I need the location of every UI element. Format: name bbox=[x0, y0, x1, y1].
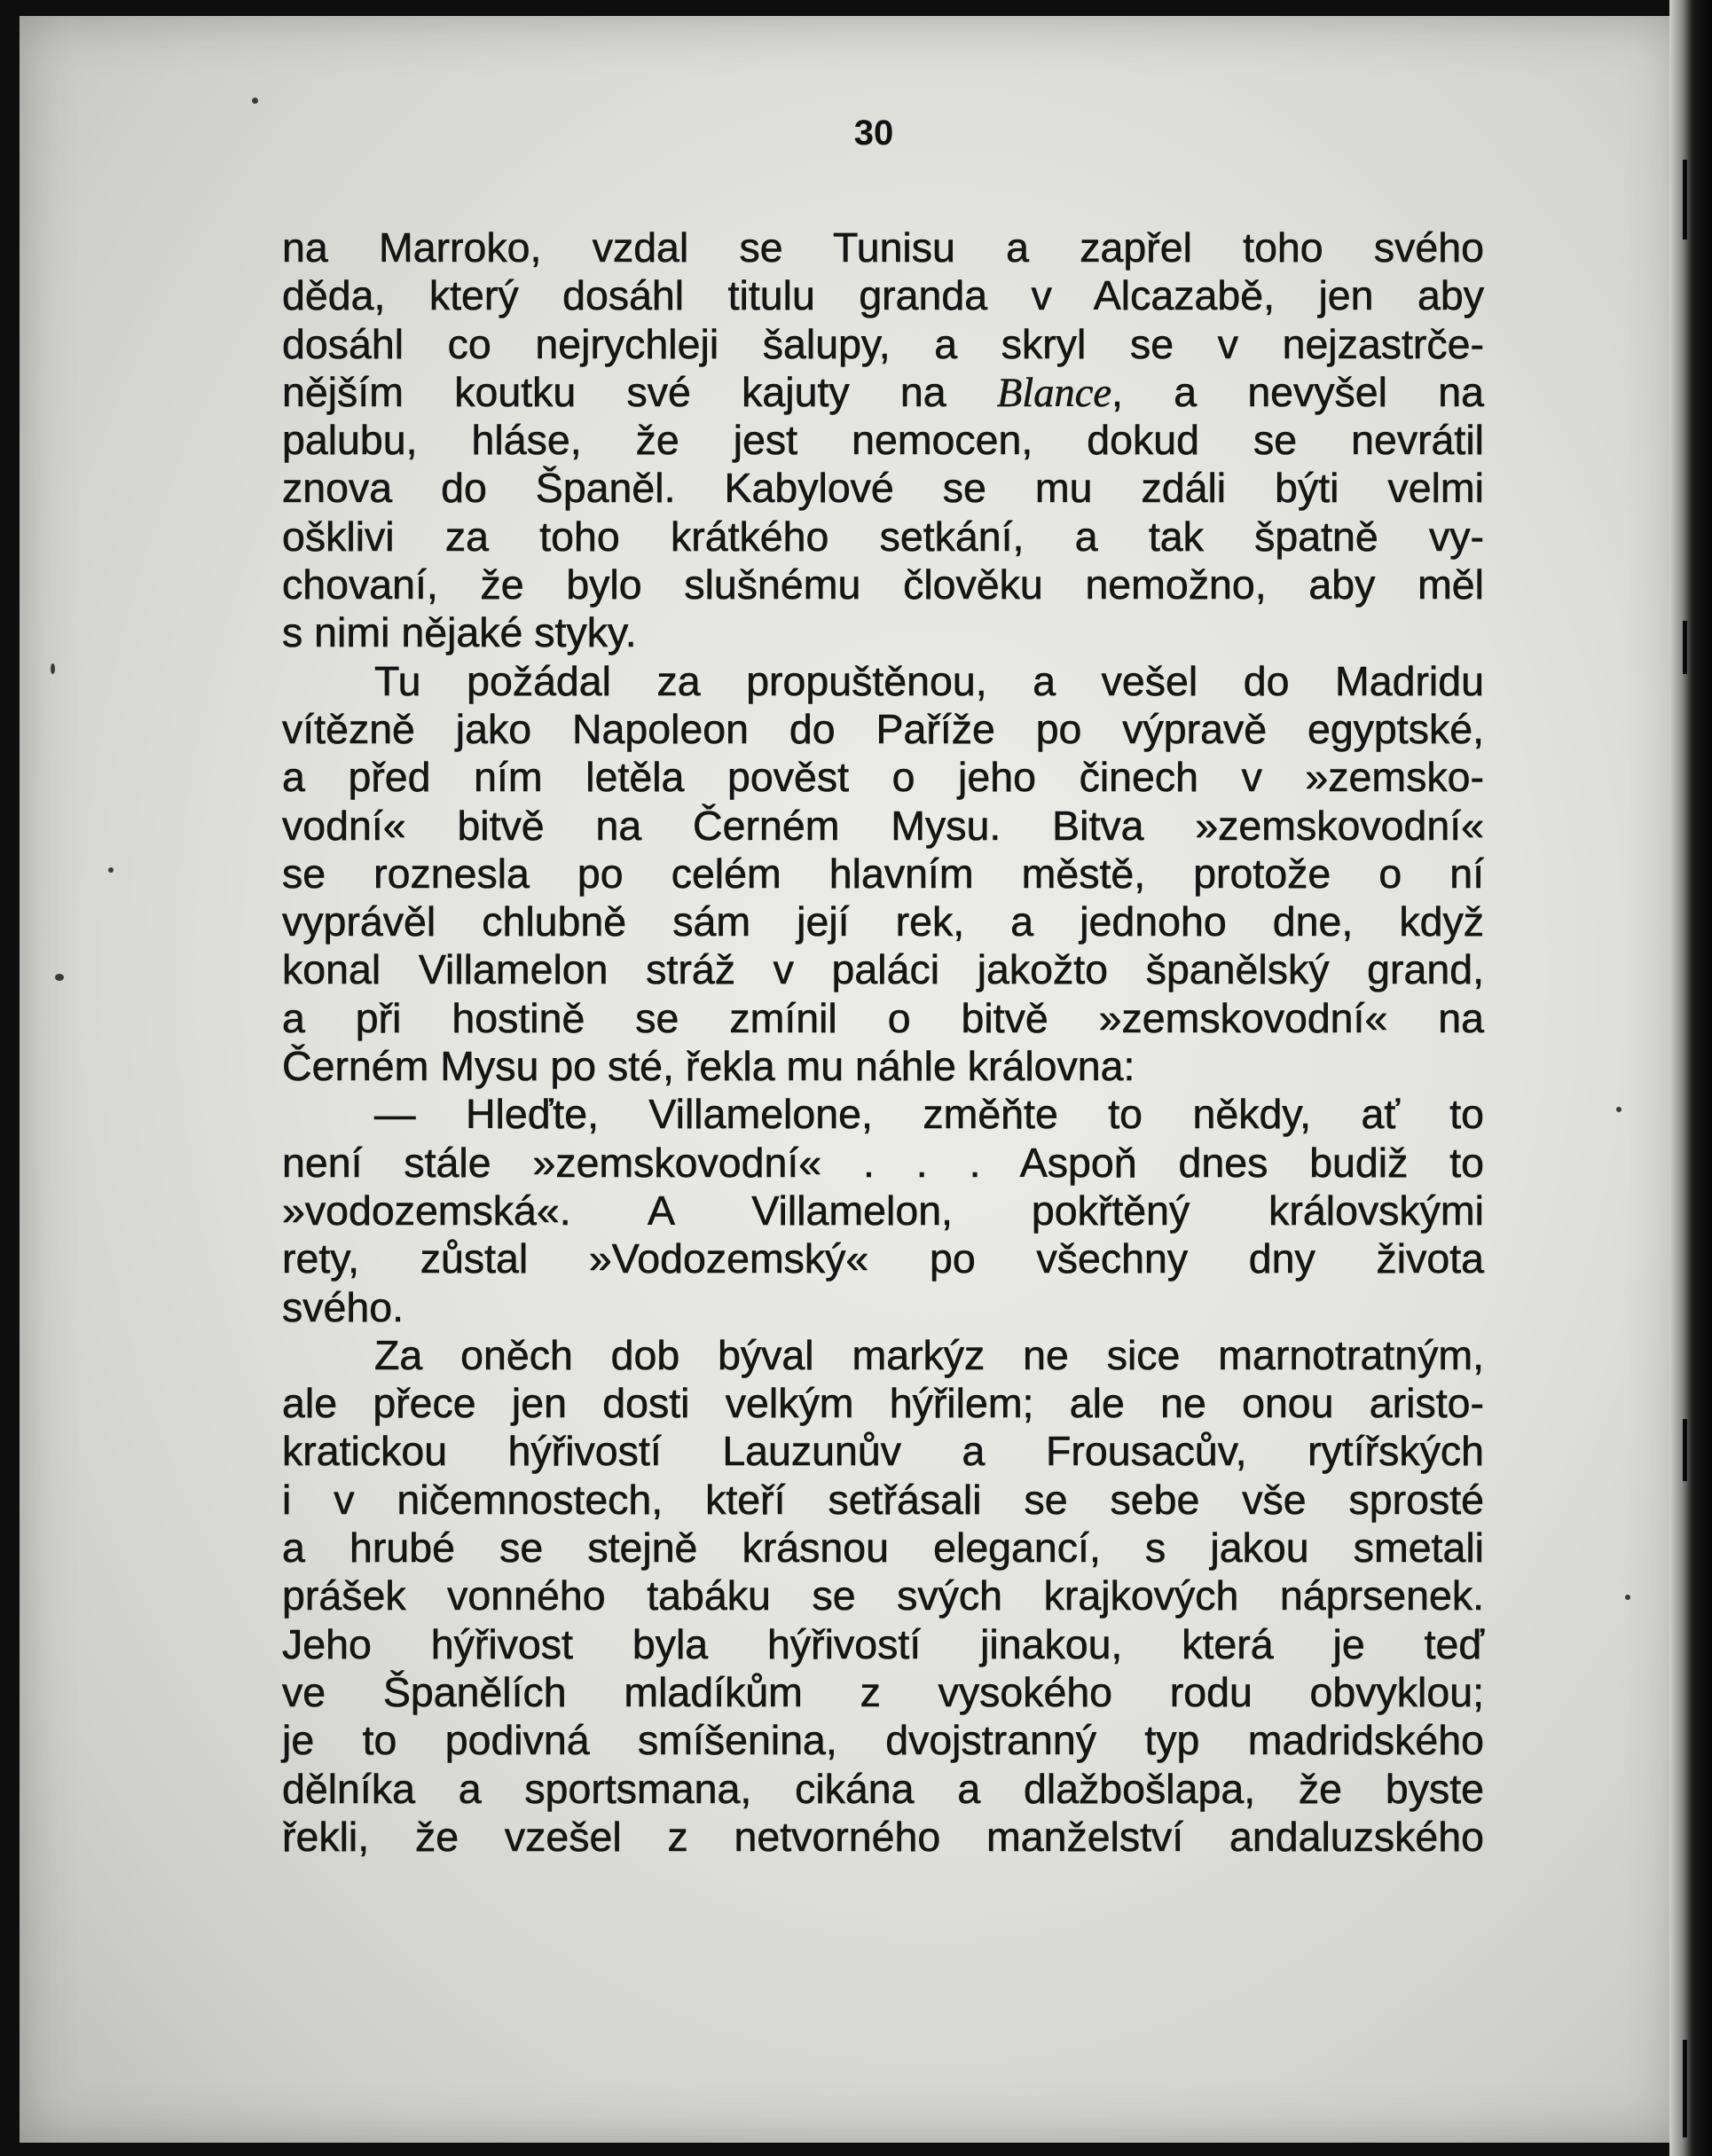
binding-mark bbox=[1683, 1419, 1687, 1481]
body-text bbox=[282, 223, 1484, 1861]
text-line: Černém Mysu po sté, řekla mu náhle královna: bbox=[282, 1043, 1135, 1090]
text-line: a hrubé se stejně krásnou elegancí, s jakou smetali bbox=[282, 1525, 1484, 1572]
text-line: chovaní, že bylo slušnému člověku nemožno, aby měl bbox=[282, 561, 1484, 608]
dust-speck bbox=[51, 663, 55, 674]
text-line: s nimi nějaké styky. bbox=[282, 609, 637, 656]
dust-speck bbox=[55, 974, 64, 981]
text-line: a před ním letěla pověst o jeho činech v »zemsko- bbox=[282, 754, 1484, 801]
binding-mark bbox=[1683, 2040, 1687, 2137]
text-line: ve Španělích mladíkům z vysokého rodu obvyklou; bbox=[282, 1668, 1484, 1715]
text-line: svého. bbox=[282, 1283, 404, 1330]
text-line: vodní« bitvě na Černém Mysu. Bitva »zemskovodní« bbox=[282, 802, 1484, 849]
text-line: vyprávěl chlubně sám její rek, a jednoho dne, když bbox=[282, 898, 1484, 945]
text-line: rety, zůstal »Vodozemský« po všechny dny života bbox=[282, 1235, 1484, 1282]
text-line: znova do Španěl. Kabylové se mu zdáli býti velmi bbox=[282, 465, 1484, 512]
dust-speck bbox=[1625, 1595, 1630, 1600]
text-line: na Marroko, vzdal se Tunisu a zapřel toho svého bbox=[282, 224, 1484, 270]
text-line: nějším koutku své kajuty na Blance, a nevyšel na bbox=[282, 368, 1484, 416]
text-line: Za oněch dob býval markýz ne sice marnotratným, bbox=[374, 1331, 1484, 1378]
page-number: 30 bbox=[853, 114, 894, 153]
text-line: se roznesla po celém hlavním městě, protože o ní bbox=[282, 850, 1484, 897]
text-line: je to podivná smíšenina, dvojstranný typ madridského bbox=[282, 1717, 1484, 1764]
text-line: dělníka a sportsmana, cikána a dlažbošlapa, že byste bbox=[282, 1765, 1484, 1812]
dust-speck bbox=[108, 867, 114, 873]
text-line: ale přece jen dosti velkým hýřilem; ale ne onou aristo- bbox=[282, 1380, 1484, 1427]
text-line: ošklivi za toho krátkého setkání, a tak špatně vy- bbox=[282, 513, 1484, 560]
binding-mark bbox=[1683, 160, 1687, 239]
text-line: palubu, hláse, že jest nemocen, dokud se nevrátil bbox=[282, 417, 1484, 464]
ship-name-italic: Blance bbox=[996, 370, 1111, 416]
binding-edge bbox=[1669, 0, 1712, 2156]
text-line: »vodozemská«. A Villamelon, pokřtěný královskými bbox=[282, 1187, 1484, 1234]
text-line: a při hostině se zmínil o bitvě »zemskovodní« na bbox=[282, 994, 1484, 1041]
text-line: prášek vonného tabáku se svých krajkových náprsenek. bbox=[282, 1572, 1484, 1619]
text-line: děda, který dosáhl titulu granda v Alcazabě, jen aby bbox=[282, 272, 1484, 319]
text-line: řekli, že vzešel z netvorného manželství andaluzského bbox=[282, 1813, 1484, 1860]
dust-speck bbox=[252, 98, 258, 104]
text-line: Tu požádal za propuštěnou, a vešel do Madridu bbox=[374, 657, 1484, 704]
text-line: dosáhl co nejrychleji šalupy, a skryl se v nejzastrče- bbox=[282, 320, 1484, 367]
text-line: konal Villamelon stráž v paláci jakožto španělský grand, bbox=[282, 946, 1484, 993]
text-line: vítězně jako Napoleon do Paříže po výpravě egyptské, bbox=[282, 705, 1484, 752]
dust-speck bbox=[1616, 1107, 1622, 1112]
binding-mark bbox=[1683, 621, 1687, 674]
text-line: Jeho hýřivost byla hýřivostí jinakou, která je teď bbox=[282, 1620, 1484, 1667]
text-line: kratickou hýřivostí Lauzunův a Frousacův, rytířských bbox=[282, 1428, 1484, 1475]
text-line: není stále »zemskovodní« . . . Aspoň dnes budiž to bbox=[282, 1139, 1484, 1186]
text-line: i v ničemnostech, kteří setřásali se sebe vše sprosté bbox=[282, 1476, 1484, 1523]
text-line: — Hleďte, Villamelone, změňte to někdy, ať to bbox=[374, 1091, 1484, 1138]
